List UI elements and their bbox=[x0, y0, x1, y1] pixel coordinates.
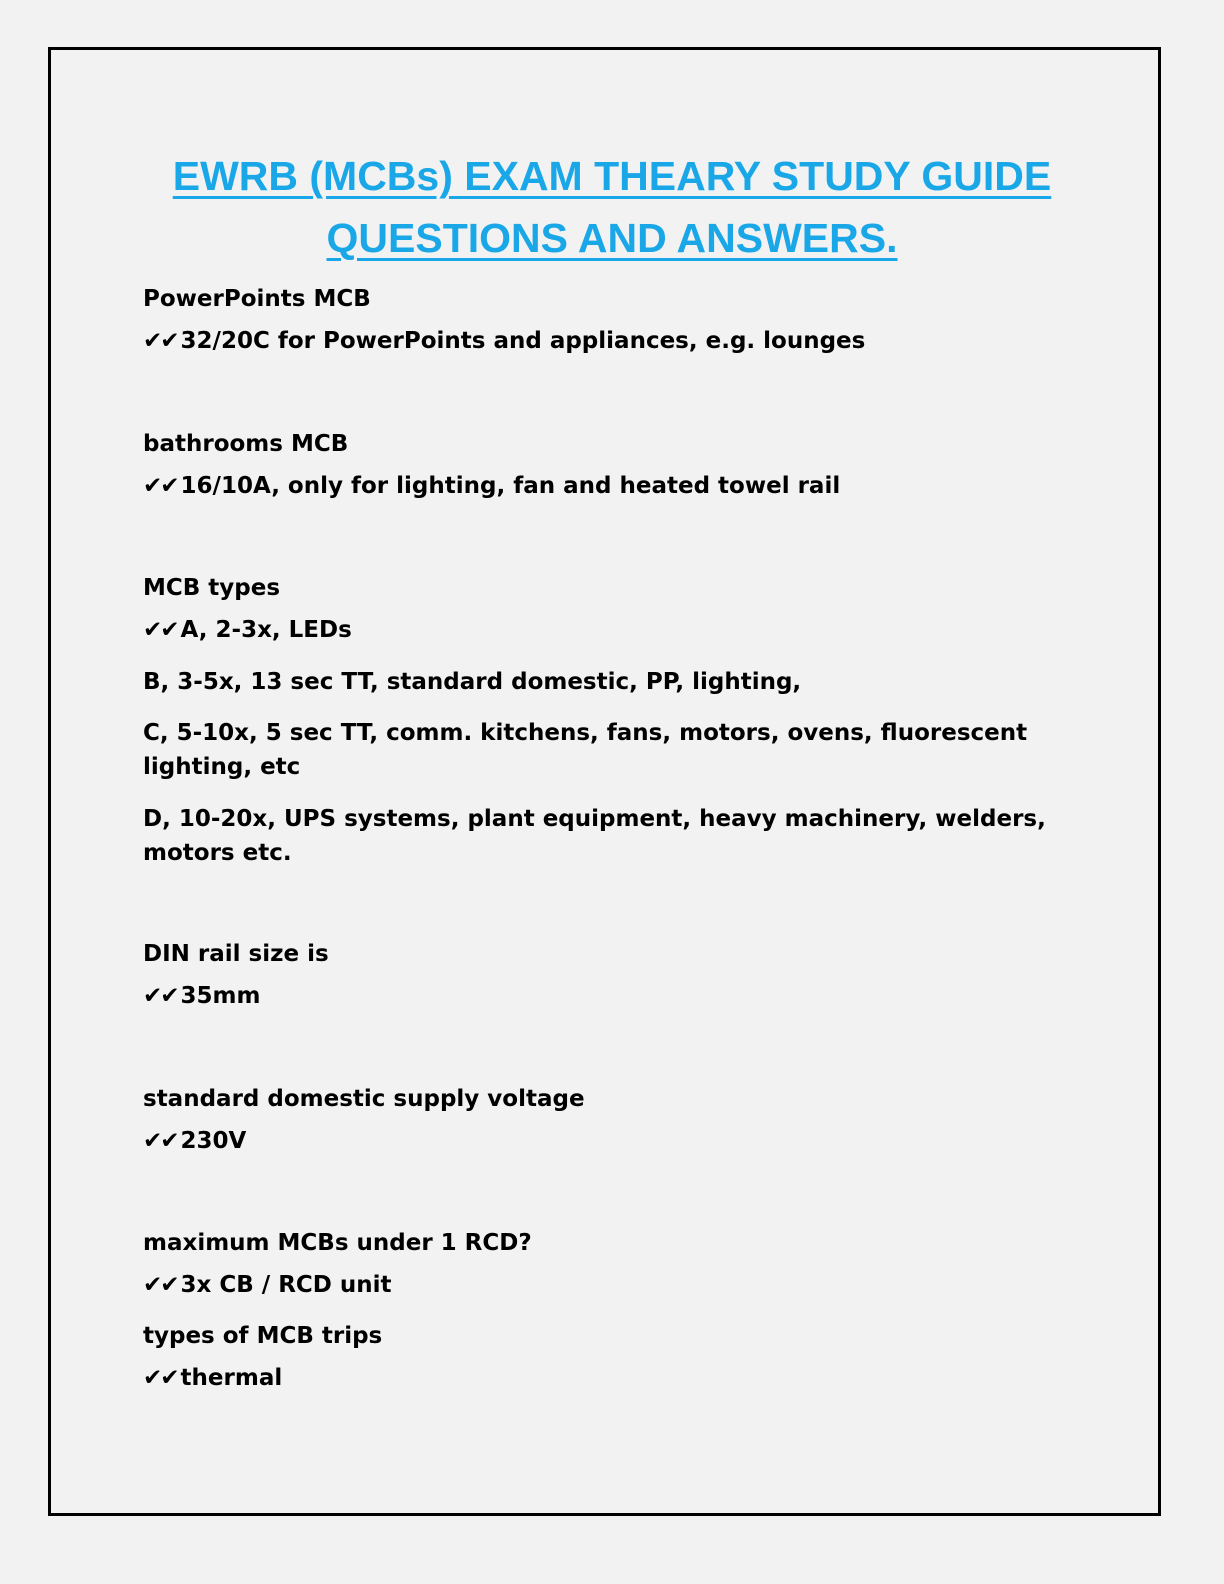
answer-max-mcbs bbox=[143, 1268, 1023, 1303]
answer-text: 3x CB / RCD unit bbox=[180, 1272, 392, 1298]
answer-text: thermal bbox=[180, 1365, 283, 1391]
page-title bbox=[140, 145, 1084, 269]
question-bathrooms: bathrooms MCB bbox=[143, 431, 349, 457]
answer-text: 16/10A, only for lighting, fan and heated towel rail bbox=[180, 473, 841, 499]
question-trip-types: types of MCB trips bbox=[143, 1323, 383, 1349]
question-mcb-types: MCB types bbox=[143, 575, 281, 601]
answer-text: 32/20C for PowerPoints and appliances, e.g. lounges bbox=[180, 328, 866, 354]
check-icon: ✔✔ bbox=[143, 1128, 178, 1154]
check-icon: ✔✔ bbox=[143, 617, 178, 643]
answer-trip-types bbox=[143, 1361, 1023, 1396]
question-max-mcbs: maximum MCBs under 1 RCD? bbox=[143, 1230, 532, 1256]
check-icon: ✔✔ bbox=[143, 328, 178, 354]
answer-text: 35mm bbox=[180, 983, 261, 1009]
question-supply-voltage: standard domestic supply voltage bbox=[143, 1086, 585, 1112]
answer-mcb-type-c-line2: lighting, etc bbox=[143, 754, 301, 780]
question-din-rail: DIN rail size is bbox=[143, 941, 329, 967]
check-icon: ✔✔ bbox=[143, 983, 178, 1009]
check-icon: ✔✔ bbox=[143, 1365, 178, 1391]
question-powerpoints: PowerPoints MCB bbox=[143, 286, 371, 312]
answer-text: 230V bbox=[180, 1128, 247, 1154]
answer-din-rail bbox=[143, 979, 1023, 1014]
title-line-2: QUESTIONS AND ANSWERS. bbox=[326, 215, 898, 261]
title-line-1: EWRB (MCBs) EXAM THEARY STUDY GUIDE bbox=[172, 153, 1052, 199]
check-icon: ✔✔ bbox=[143, 473, 178, 499]
answer-mcb-type-b: B, 3-5x, 13 sec TT, standard domestic, PP, lighting, bbox=[143, 669, 802, 695]
answer-mcb-type-d-line1: D, 10-20x, UPS systems, plant equipment, heavy machinery, welders, bbox=[143, 806, 1046, 832]
answer-text: A, 2-3x, LEDs bbox=[180, 617, 352, 643]
check-icon: ✔✔ bbox=[143, 1272, 178, 1298]
answer-mcb-type-c-line1: C, 5-10x, 5 sec TT, comm. kitchens, fans, motors, ovens, fluorescent bbox=[143, 720, 1028, 746]
answer-mcb-type-d-line2: motors etc. bbox=[143, 840, 292, 866]
answer-powerpoints bbox=[143, 324, 1023, 359]
answer-supply-voltage bbox=[143, 1124, 1023, 1159]
answer-mcb-type-a bbox=[143, 613, 1023, 648]
answer-bathrooms bbox=[143, 469, 1023, 504]
